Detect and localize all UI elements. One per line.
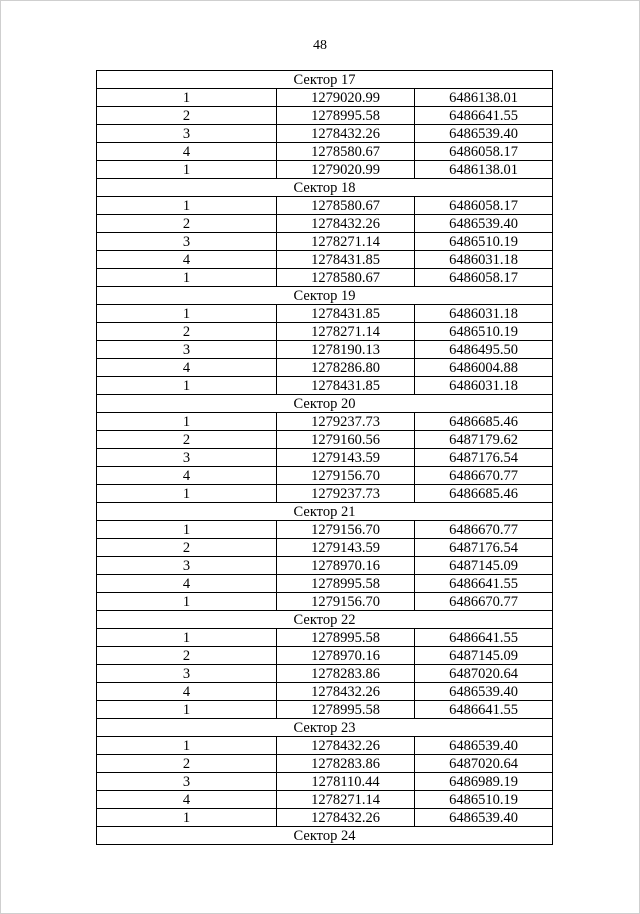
point-number-cell: 3 xyxy=(97,773,277,791)
y-coordinate-cell: 6486138.01 xyxy=(415,161,553,179)
y-coordinate-cell: 6486641.55 xyxy=(415,701,553,719)
y-coordinate-cell: 6487145.09 xyxy=(415,647,553,665)
table-row xyxy=(97,485,553,503)
x-coordinate-cell: 1279143.59 xyxy=(277,449,415,467)
y-coordinate-cell: 6486031.18 xyxy=(415,377,553,395)
table-row xyxy=(97,341,553,359)
sector-header-row xyxy=(97,719,553,737)
table-row xyxy=(97,161,553,179)
x-coordinate-cell: 1278995.58 xyxy=(277,575,415,593)
x-coordinate-cell: 1278432.26 xyxy=(277,737,415,755)
y-coordinate-cell: 6486539.40 xyxy=(415,683,553,701)
table-row xyxy=(97,413,553,431)
table-row xyxy=(97,773,553,791)
y-coordinate-cell: 6486031.18 xyxy=(415,251,553,269)
x-coordinate-cell: 1279156.70 xyxy=(277,593,415,611)
table-row xyxy=(97,305,553,323)
y-coordinate-cell: 6486670.77 xyxy=(415,467,553,485)
table-row xyxy=(97,737,553,755)
point-number-cell: 1 xyxy=(97,485,277,503)
table-row xyxy=(97,323,553,341)
y-coordinate-cell: 6487176.54 xyxy=(415,539,553,557)
x-coordinate-cell: 1278432.26 xyxy=(277,683,415,701)
y-coordinate-cell: 6486641.55 xyxy=(415,575,553,593)
table-row xyxy=(97,359,553,377)
sector-header-row xyxy=(97,71,553,89)
table-row xyxy=(97,791,553,809)
point-number-cell: 1 xyxy=(97,701,277,719)
x-coordinate-cell: 1278271.14 xyxy=(277,233,415,251)
x-coordinate-cell: 1278110.44 xyxy=(277,773,415,791)
table-row xyxy=(97,683,553,701)
point-number-cell: 4 xyxy=(97,359,277,377)
x-coordinate-cell: 1278432.26 xyxy=(277,809,415,827)
point-number-cell: 4 xyxy=(97,251,277,269)
y-coordinate-cell: 6486510.19 xyxy=(415,233,553,251)
y-coordinate-cell: 6486539.40 xyxy=(415,737,553,755)
y-coordinate-cell: 6487176.54 xyxy=(415,449,553,467)
coordinates-table-body xyxy=(97,71,553,845)
point-number-cell: 3 xyxy=(97,233,277,251)
point-number-cell: 1 xyxy=(97,521,277,539)
sector-title: Сектор 19 xyxy=(97,287,553,305)
x-coordinate-cell: 1278190.13 xyxy=(277,341,415,359)
x-coordinate-cell: 1278431.85 xyxy=(277,377,415,395)
table-row xyxy=(97,701,553,719)
x-coordinate-cell: 1278286.80 xyxy=(277,359,415,377)
y-coordinate-cell: 6486539.40 xyxy=(415,215,553,233)
x-coordinate-cell: 1279160.56 xyxy=(277,431,415,449)
x-coordinate-cell: 1278431.85 xyxy=(277,305,415,323)
x-coordinate-cell: 1279237.73 xyxy=(277,413,415,431)
y-coordinate-cell: 6486670.77 xyxy=(415,521,553,539)
sector-title: Сектор 22 xyxy=(97,611,553,629)
table-row xyxy=(97,269,553,287)
point-number-cell: 2 xyxy=(97,755,277,773)
table-row xyxy=(97,665,553,683)
point-number-cell: 2 xyxy=(97,539,277,557)
point-number-cell: 3 xyxy=(97,125,277,143)
y-coordinate-cell: 6487020.64 xyxy=(415,665,553,683)
table-row xyxy=(97,647,553,665)
y-coordinate-cell: 6486685.46 xyxy=(415,413,553,431)
point-number-cell: 4 xyxy=(97,467,277,485)
y-coordinate-cell: 6486510.19 xyxy=(415,323,553,341)
sector-header-row xyxy=(97,827,553,845)
point-number-cell: 1 xyxy=(97,809,277,827)
point-number-cell: 1 xyxy=(97,629,277,647)
table-row xyxy=(97,593,553,611)
y-coordinate-cell: 6486641.55 xyxy=(415,629,553,647)
table-row xyxy=(97,89,553,107)
sector-header-row xyxy=(97,503,553,521)
x-coordinate-cell: 1278271.14 xyxy=(277,323,415,341)
y-coordinate-cell: 6486539.40 xyxy=(415,809,553,827)
table-row xyxy=(97,377,553,395)
point-number-cell: 3 xyxy=(97,449,277,467)
y-coordinate-cell: 6486058.17 xyxy=(415,197,553,215)
table-row xyxy=(97,521,553,539)
page-number: 48 xyxy=(313,38,327,53)
point-number-cell: 3 xyxy=(97,665,277,683)
y-coordinate-cell: 6486685.46 xyxy=(415,485,553,503)
y-coordinate-cell: 6487145.09 xyxy=(415,557,553,575)
table-row xyxy=(97,539,553,557)
table-row xyxy=(97,809,553,827)
coordinates-table xyxy=(96,70,553,845)
x-coordinate-cell: 1278580.67 xyxy=(277,269,415,287)
y-coordinate-cell: 6486031.18 xyxy=(415,305,553,323)
point-number-cell: 1 xyxy=(97,161,277,179)
table-row xyxy=(97,575,553,593)
point-number-cell: 1 xyxy=(97,269,277,287)
point-number-cell: 2 xyxy=(97,431,277,449)
table-row xyxy=(97,215,553,233)
point-number-cell: 2 xyxy=(97,107,277,125)
y-coordinate-cell: 6487179.62 xyxy=(415,431,553,449)
x-coordinate-cell: 1278283.86 xyxy=(277,755,415,773)
point-number-cell: 1 xyxy=(97,305,277,323)
x-coordinate-cell: 1278431.85 xyxy=(277,251,415,269)
y-coordinate-cell: 6486495.50 xyxy=(415,341,553,359)
sector-title: Сектор 17 xyxy=(97,71,553,89)
y-coordinate-cell: 6486138.01 xyxy=(415,89,553,107)
x-coordinate-cell: 1279143.59 xyxy=(277,539,415,557)
y-coordinate-cell: 6486004.88 xyxy=(415,359,553,377)
x-coordinate-cell: 1278995.58 xyxy=(277,107,415,125)
sector-title: Сектор 20 xyxy=(97,395,553,413)
x-coordinate-cell: 1279156.70 xyxy=(277,467,415,485)
point-number-cell: 4 xyxy=(97,575,277,593)
sector-header-row xyxy=(97,395,553,413)
y-coordinate-cell: 6486989.19 xyxy=(415,773,553,791)
table-row xyxy=(97,143,553,161)
table-row xyxy=(97,251,553,269)
table-row xyxy=(97,197,553,215)
x-coordinate-cell: 1278580.67 xyxy=(277,143,415,161)
point-number-cell: 2 xyxy=(97,647,277,665)
point-number-cell: 2 xyxy=(97,215,277,233)
table-row xyxy=(97,107,553,125)
point-number-cell: 1 xyxy=(97,737,277,755)
sector-title: Сектор 18 xyxy=(97,179,553,197)
point-number-cell: 2 xyxy=(97,323,277,341)
y-coordinate-cell: 6486058.17 xyxy=(415,143,553,161)
x-coordinate-cell: 1278970.16 xyxy=(277,647,415,665)
point-number-cell: 1 xyxy=(97,377,277,395)
table-row xyxy=(97,431,553,449)
table-row xyxy=(97,467,553,485)
table-row xyxy=(97,629,553,647)
table-row xyxy=(97,755,553,773)
x-coordinate-cell: 1278271.14 xyxy=(277,791,415,809)
x-coordinate-cell: 1278995.58 xyxy=(277,629,415,647)
x-coordinate-cell: 1279237.73 xyxy=(277,485,415,503)
x-coordinate-cell: 1279020.99 xyxy=(277,161,415,179)
point-number-cell: 3 xyxy=(97,341,277,359)
x-coordinate-cell: 1278995.58 xyxy=(277,701,415,719)
sector-title: Сектор 23 xyxy=(97,719,553,737)
point-number-cell: 4 xyxy=(97,143,277,161)
sector-header-row xyxy=(97,611,553,629)
sector-title: Сектор 21 xyxy=(97,503,553,521)
point-number-cell: 1 xyxy=(97,413,277,431)
y-coordinate-cell: 6487020.64 xyxy=(415,755,553,773)
point-number-cell: 4 xyxy=(97,683,277,701)
sector-header-row xyxy=(97,179,553,197)
point-number-cell: 1 xyxy=(97,593,277,611)
x-coordinate-cell: 1278580.67 xyxy=(277,197,415,215)
point-number-cell: 1 xyxy=(97,197,277,215)
sector-header-row xyxy=(97,287,553,305)
y-coordinate-cell: 6486670.77 xyxy=(415,593,553,611)
point-number-cell: 4 xyxy=(97,791,277,809)
x-coordinate-cell: 1278432.26 xyxy=(277,215,415,233)
x-coordinate-cell: 1278283.86 xyxy=(277,665,415,683)
y-coordinate-cell: 6486539.40 xyxy=(415,125,553,143)
y-coordinate-cell: 6486510.19 xyxy=(415,791,553,809)
table-row xyxy=(97,449,553,467)
x-coordinate-cell: 1278432.26 xyxy=(277,125,415,143)
x-coordinate-cell: 1278970.16 xyxy=(277,557,415,575)
y-coordinate-cell: 6486058.17 xyxy=(415,269,553,287)
sector-title: Сектор 24 xyxy=(97,827,553,845)
y-coordinate-cell: 6486641.55 xyxy=(415,107,553,125)
point-number-cell: 1 xyxy=(97,89,277,107)
table-row xyxy=(97,125,553,143)
x-coordinate-cell: 1279020.99 xyxy=(277,89,415,107)
x-coordinate-cell: 1279156.70 xyxy=(277,521,415,539)
table-row xyxy=(97,557,553,575)
table-row xyxy=(97,233,553,251)
point-number-cell: 3 xyxy=(97,557,277,575)
